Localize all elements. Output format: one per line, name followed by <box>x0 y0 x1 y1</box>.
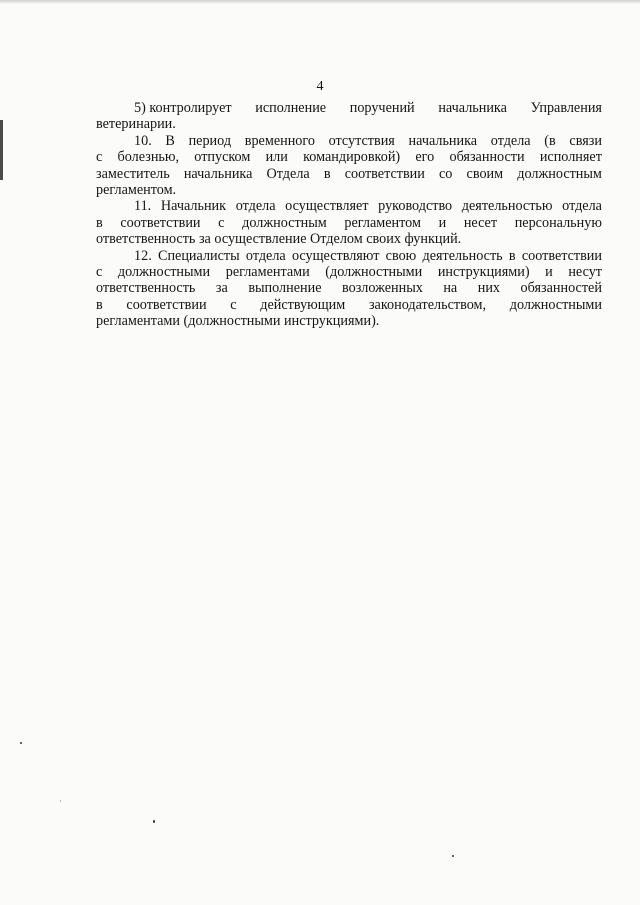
word: возложенных <box>342 280 423 297</box>
word: регламентом <box>344 214 421 231</box>
word: за <box>215 280 228 297</box>
word: соответствии <box>120 214 201 231</box>
word: в <box>96 214 103 231</box>
word: связи <box>569 132 602 149</box>
word: с <box>218 214 225 231</box>
word: в <box>96 296 103 313</box>
word: должностным <box>242 214 327 231</box>
paragraph-line <box>96 313 602 329</box>
word: со <box>439 165 453 182</box>
paragraph-line <box>96 248 602 264</box>
paragraph-line <box>96 182 602 198</box>
word: должностными <box>509 296 602 313</box>
word: болезнью, <box>117 149 180 166</box>
paragraph <box>96 100 602 133</box>
word: отсутствия <box>328 132 395 149</box>
word: в <box>508 247 516 264</box>
word: В <box>165 132 175 149</box>
word: начальника <box>438 100 507 116</box>
word: 12. <box>134 247 152 264</box>
document-body <box>96 100 602 329</box>
word: Начальник <box>160 198 227 215</box>
word: начальника <box>408 132 478 149</box>
scan-edge-top <box>0 0 640 4</box>
word: отдела <box>490 132 531 149</box>
word: (в <box>544 132 556 149</box>
word: начальника <box>183 165 253 182</box>
word: осуществляют <box>291 247 380 264</box>
word: действующим <box>260 296 346 313</box>
word: руководство <box>378 198 453 215</box>
line-text: регламентами (должностными инструкциями). <box>96 313 380 330</box>
word: Отдела <box>266 165 310 182</box>
word: деятельность <box>422 247 503 264</box>
paragraph-line <box>96 198 602 214</box>
scan-speck <box>60 800 61 802</box>
word: должностными <box>117 263 211 280</box>
word: выполнение <box>248 280 322 297</box>
line-text: ветеринарии. <box>96 116 176 133</box>
word: отдела <box>235 198 276 215</box>
word: его <box>415 149 435 166</box>
word: 10. <box>134 132 152 149</box>
word: поручений <box>349 100 415 116</box>
scan-speck <box>452 855 454 857</box>
word: отдела <box>245 247 286 264</box>
paragraph-line <box>96 116 602 132</box>
word: своим <box>466 165 504 182</box>
word: них <box>477 280 501 297</box>
word: осуществляет <box>285 198 369 215</box>
word: отдела <box>562 198 602 215</box>
word: в <box>323 165 331 182</box>
paragraph-line <box>96 215 602 231</box>
paragraph <box>96 133 602 199</box>
page-number: 4 <box>316 79 324 94</box>
line-text: регламентом. <box>96 181 177 198</box>
scan-edge-mark <box>0 120 3 180</box>
word: регламентами <box>225 263 310 280</box>
word: соответствии <box>521 247 602 264</box>
word: с <box>230 296 237 313</box>
word: (должностными <box>325 263 423 280</box>
paragraph <box>96 198 602 247</box>
paragraph <box>96 248 602 330</box>
word: несет <box>463 214 498 231</box>
word: соответствии <box>344 165 425 182</box>
word: исполняет <box>539 149 602 166</box>
word: обязанности <box>449 149 525 166</box>
word: с <box>96 149 103 166</box>
word: и <box>545 263 553 280</box>
word: деятельностью <box>461 198 553 215</box>
word: заместитель <box>96 165 170 182</box>
word: соответствии <box>126 296 207 313</box>
word: 11. <box>134 198 152 215</box>
paragraph-line <box>96 280 602 296</box>
paragraph-line <box>96 166 602 182</box>
word: или <box>265 149 288 166</box>
paragraph-line <box>96 297 602 313</box>
word: ответственность <box>96 280 196 297</box>
word: персональную <box>514 214 602 231</box>
word: инструкциями) <box>437 263 530 280</box>
line-text: ответственность за осуществление Отделом своих функций. <box>96 231 462 248</box>
paragraph-line <box>96 149 602 165</box>
word: свою <box>385 247 417 264</box>
word: несут <box>568 263 602 280</box>
word: отпуском <box>194 149 251 166</box>
scan-speck <box>153 820 155 823</box>
word: законодательством, <box>368 296 487 313</box>
paragraph-line <box>96 100 602 116</box>
word: должностным <box>517 165 602 182</box>
word: исполнение <box>255 100 327 116</box>
word: Управления <box>530 100 602 116</box>
word: с <box>96 263 103 280</box>
word: Специалисты <box>157 247 240 264</box>
paragraph-line <box>96 264 602 280</box>
word: временного <box>244 132 315 149</box>
word: командировкой) <box>303 149 401 166</box>
paragraph-line <box>96 231 602 247</box>
paragraph-line <box>96 133 602 149</box>
word: период <box>188 132 232 149</box>
scan-speck <box>20 742 22 744</box>
word: обязанностей <box>520 280 602 297</box>
word: и <box>438 214 447 231</box>
word: 5) контролирует <box>134 100 232 116</box>
word: на <box>443 280 458 297</box>
